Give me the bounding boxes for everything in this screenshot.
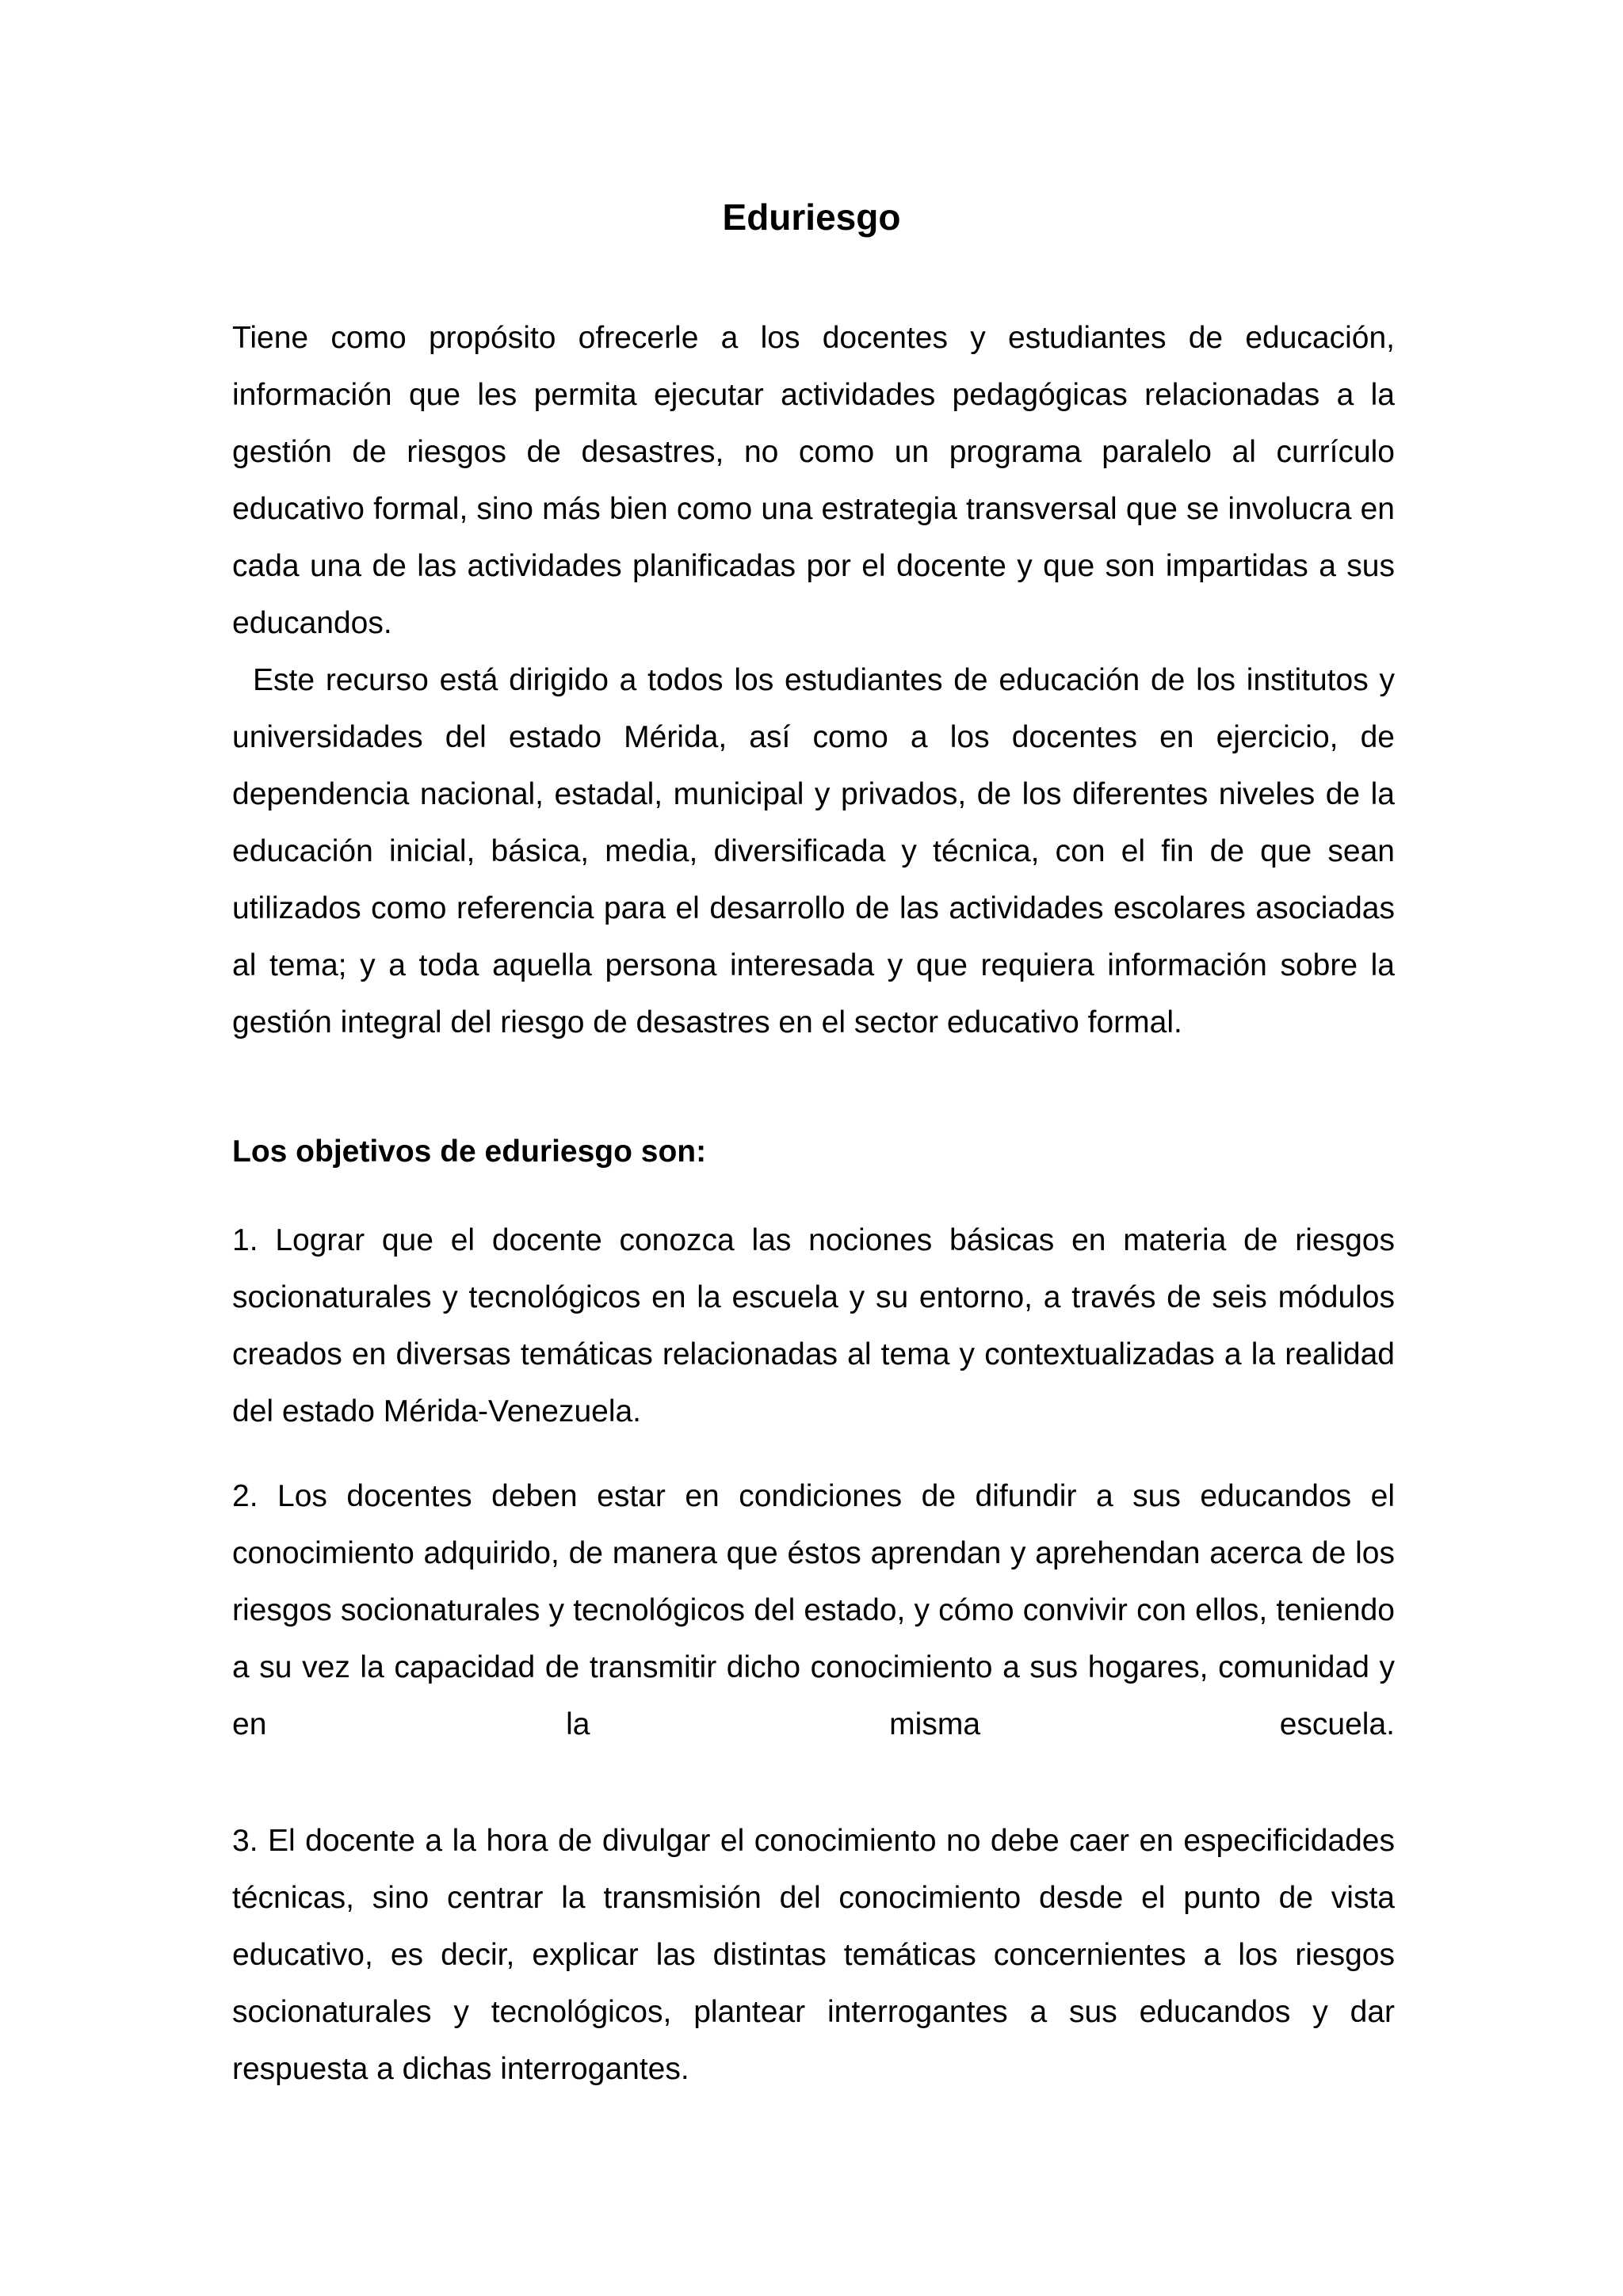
objectives-heading: Los objetivos de eduriesgo son: [232, 1135, 707, 1169]
audience-paragraph [232, 652, 1395, 1051]
intro-section [232, 310, 1395, 1051]
document-title: Eduriesgo [722, 196, 901, 238]
objective-item-3: 3. El docente a la hora de divulgar el conocimiento no debe caer en especificidades técnicas, sino centrar la transmisión del conocimiento desde el punto de vista educativo, es decir, explicar las distintas temáticas concernientes a los riesgos socionaturales y tecnológicos, plantear interrogantes a sus educandos y dar respuesta a dichas interrogantes. [232, 1824, 1395, 2086]
audience-paragraph-text: Este recurso está dirigido a todos los estudiantes de educación de los institutos y universidades del estado Mérida, así como a los docentes en ejercicio, de dependencia nacional, estadal, municipal y privados, de los diferentes niveles de la educación inicial, básica, media, diversificada y técnica, con el fin de que sean utilizados como referencia para el desarrollo de las actividades escolares asociadas al tema; y a toda aquella persona interesada y que requiera información sobre la gestión integral del riesgo de desastres en el sector educativo formal. [232, 663, 1395, 1039]
intro-paragraph: Tiene como propósito ofrecerle a los docentes y estudiantes de educación, información que les permita ejecutar actividades pedagógicas relacionadas a la gestión de riesgos de desastres, no como un programa paralelo al currículo educativo formal, sino más bien como una estrategia transversal que se involucra en cada una de las actividades planificadas por el docente y que son impartidas a sus educandos. [232, 321, 1395, 640]
objective-item-1: 1. Lograr que el docente conozca las nociones básicas en materia de riesgos socionaturales y tecnológicos en la escuela y su entorno, a través de seis módulos creados en diversas temáticas relacionadas al tema y contextualizadas a la realidad del estado Mérida-Venezuela. [232, 1223, 1395, 1428]
objective-item-2: 2. Los docentes deben estar en condiciones de difundir a sus educandos el conocimiento adquirido, de manera que éstos aprendan y aprehendan acerca de los riesgos socionaturales y tecnológicos del estado, y cómo convivir con ellos, teniendo a su vez la capacidad de transmitir dicho conocimiento a sus hogares, comunidad y en la misma escuela. [232, 1479, 1395, 1741]
